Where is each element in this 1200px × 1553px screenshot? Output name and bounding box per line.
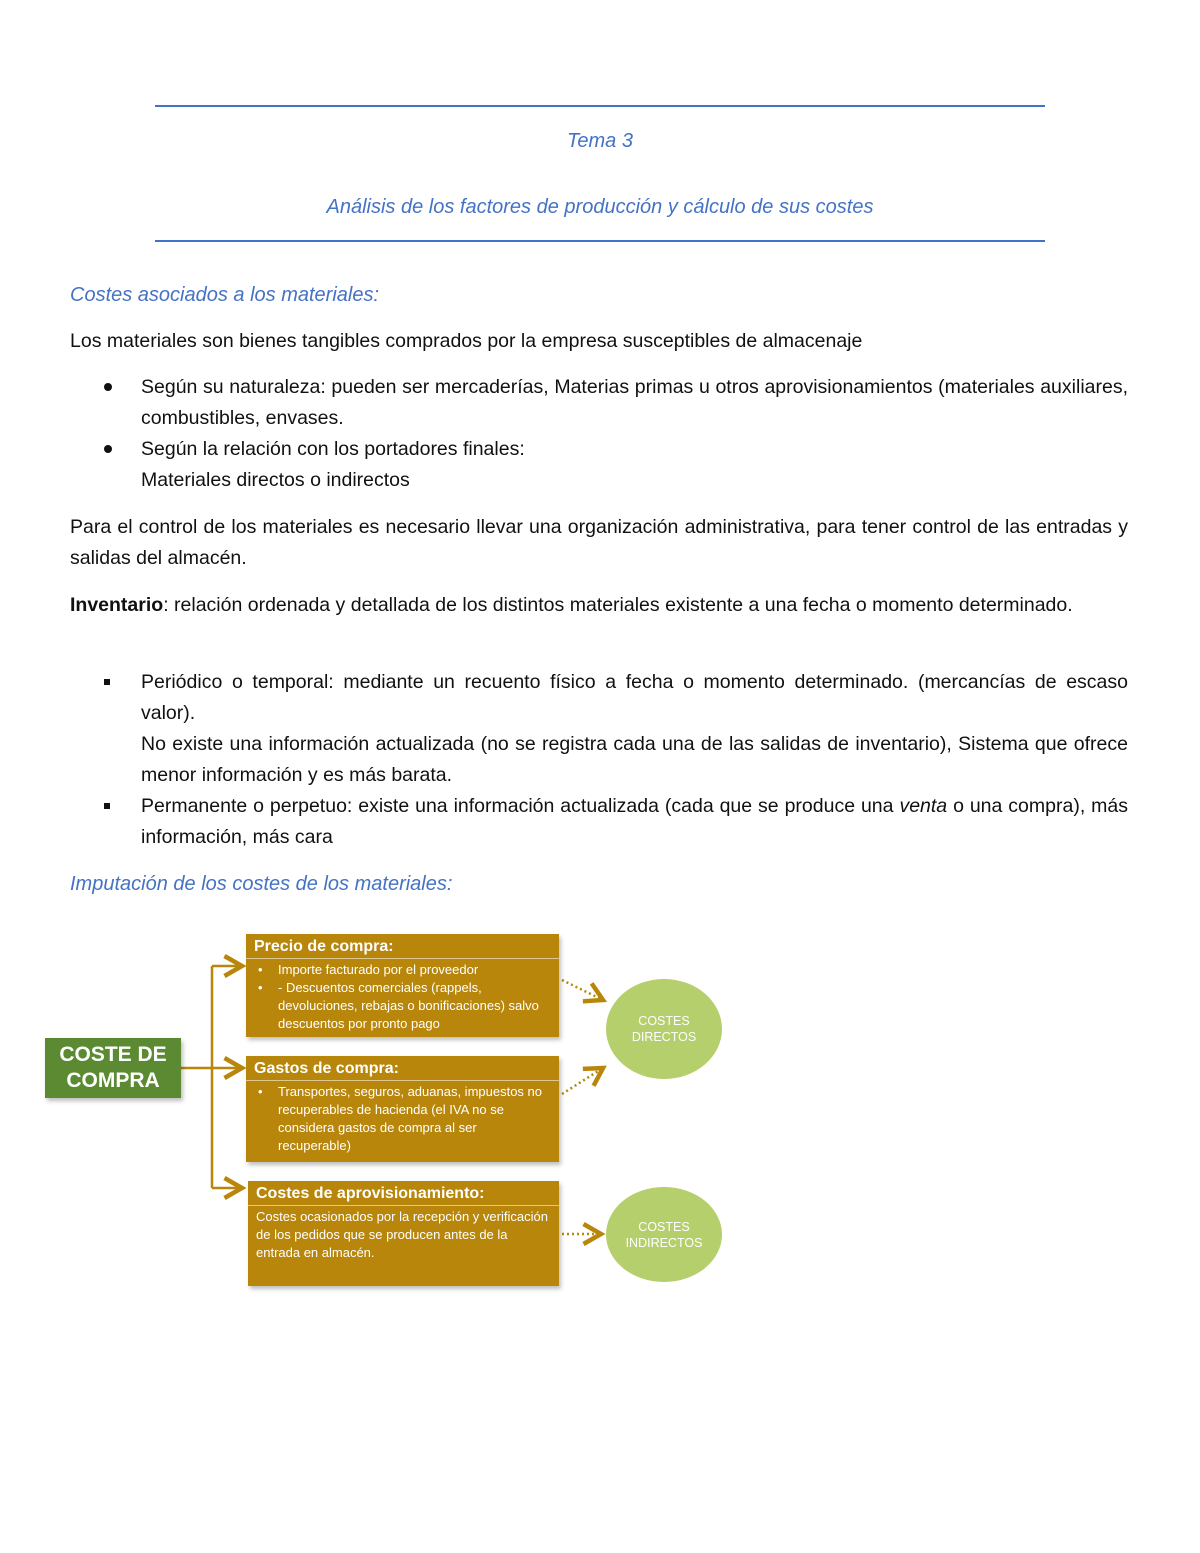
section-heading-costes: Costes asociados a los materiales:: [70, 284, 380, 306]
dotted-arrow-directos-1: [562, 980, 603, 1000]
control-paragraph: Para el control de los materiales es necesario llevar una organización administrativa, para tener control de las entradas y salidas del almacén.: [70, 516, 1128, 569]
list-item: • Importe facturado por el proveedor: [258, 962, 479, 977]
list-item: Permanente o perpetuo: existe una información actualizada (cada que se produce una venta o una compra), más información, más cara: [70, 791, 1128, 853]
dotted-arrow-directos-2: [562, 1068, 603, 1094]
box-title: Precio de compra:: [246, 934, 559, 959]
intro-paragraph: Los materiales son bienes tangibles comprados por la empresa susceptibles de almacenaje: [70, 330, 863, 352]
section-heading-imputacion: Imputación de los costes de los materiales:: [70, 873, 453, 895]
doc-title: Tema 3: [567, 130, 633, 152]
list-item: Según su naturaleza: pueden ser mercaderías, Materias primas u otros aprovisionamientos (materiales auxiliares, combustibles, envases.: [70, 372, 1128, 434]
costes-aprovisionamiento-box: Costes de aprovisionamiento: Costes ocasionados por la recepción y verificación de los pedidos que se producen antes de la entrada en almacén.: [248, 1181, 559, 1286]
list-item: • - Descuentos comerciales (rappels, devoluciones, rebajas o bonificaciones) salvo descuentos por pronto pago: [258, 980, 539, 1031]
inventario-paragraph: Inventario: relación ordenada y detallada de los distintos materiales existente a una fecha o momento determinado.: [70, 594, 1073, 616]
list-item: Periódico o temporal: mediante un recuento físico a fecha o momento determinado. (mercancías de escaso valor). No existe una información actualizada (no se registra cada una de las salidas de inventario), Sistema que ofrece menor información y es más barata.: [70, 667, 1128, 791]
doc-subtitle: Análisis de los factores de producción y cálculo de sus costes: [326, 196, 874, 218]
list-item: Según la relación con los portadores finales: Materiales directos o indirectos: [70, 434, 1128, 496]
costes-directos-circle: COSTES DIRECTOS: [606, 979, 722, 1079]
gastos-de-compra-box: [246, 1056, 559, 1162]
costes-indirectos-circle: COSTES INDIRECTOS: [606, 1187, 722, 1282]
list-item: • Transportes, seguros, aduanas, impuestos no recuperables de hacienda (el IVA no se considera gastos de compra al ser recuperable): [258, 1084, 542, 1153]
box-title: Costes de aprovisionamiento:: [248, 1181, 559, 1206]
inventario-label: Inventario: [70, 594, 164, 616]
precio-de-compra-box: [246, 934, 559, 1037]
coste-de-compra-box: COSTE DE COMPRA: [45, 1038, 181, 1098]
box-title: Gastos de compra:: [246, 1056, 559, 1081]
